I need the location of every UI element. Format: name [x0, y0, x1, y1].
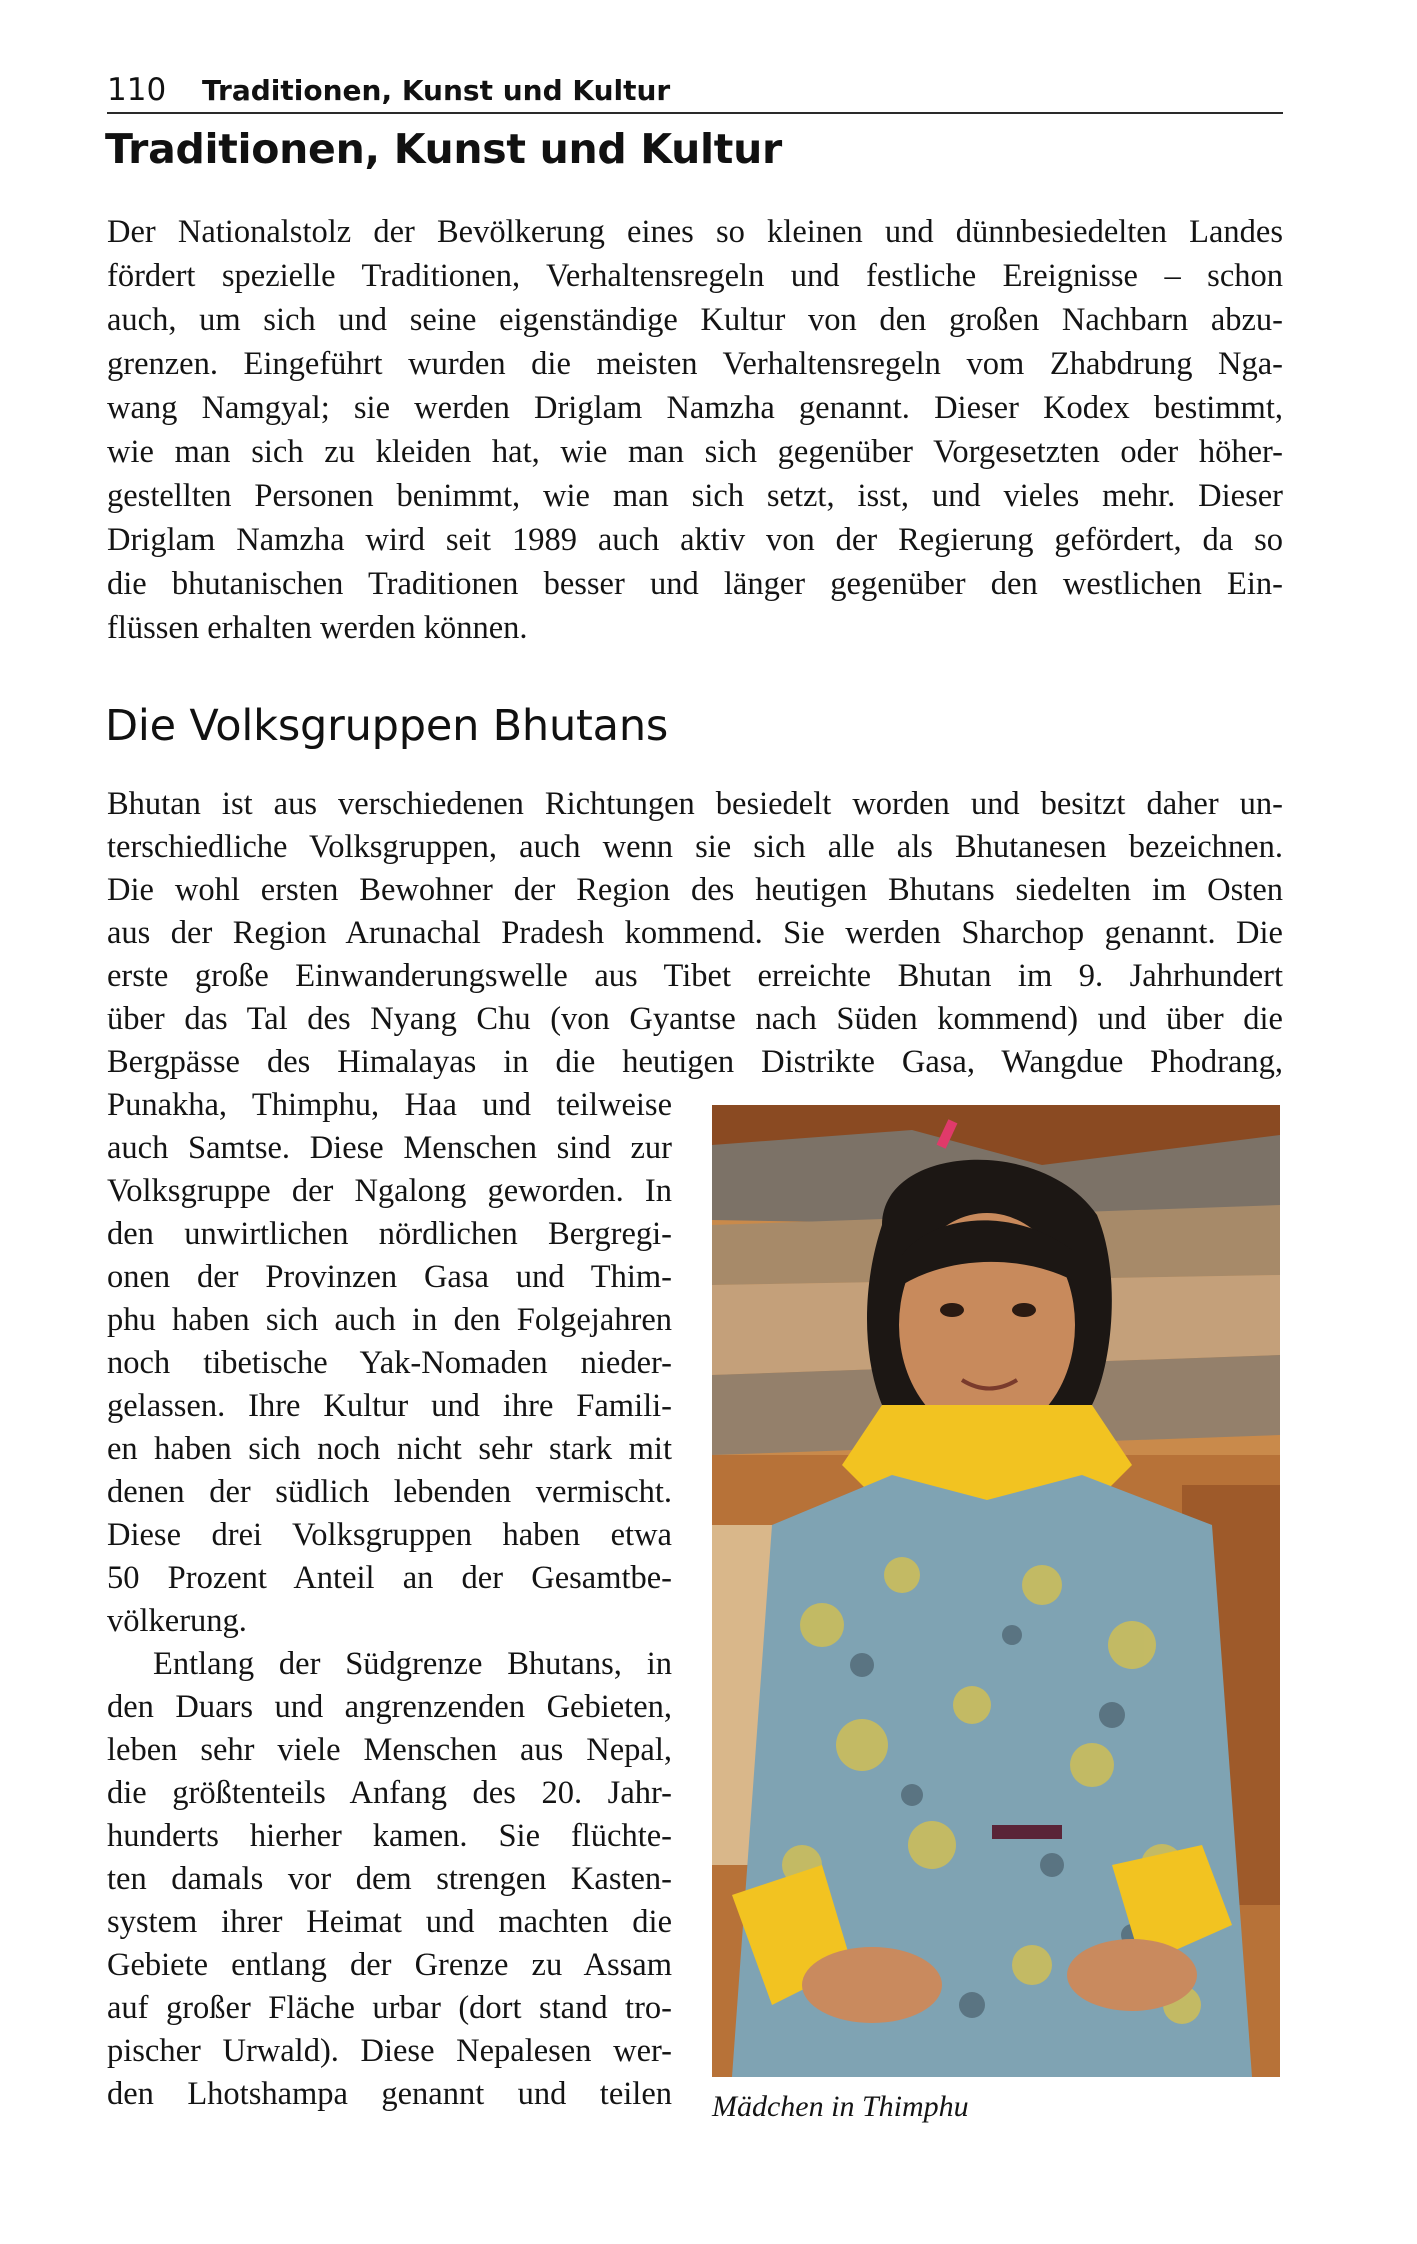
- text-line: die bhutanischen Traditionen besser und länger gegenüber den westlichen Ein-: [107, 566, 1283, 602]
- text-line: den Duars und angrenzenden Gebieten,: [107, 1689, 672, 1725]
- running-title: Traditionen, Kunst und Kultur: [202, 74, 671, 107]
- text-line: auch Samtse. Diese Menschen sind zur: [107, 1130, 672, 1166]
- text-line: Die wohl ersten Bewohner der Region des heutigen Bhutans siedelten im Osten: [107, 872, 1283, 908]
- text-line: denen der südlich lebenden vermischt.: [107, 1474, 672, 1510]
- text-line: Bergpässe des Himalayas in die heutigen Distrikte Gasa, Wangdue Phodrang,: [107, 1044, 1283, 1080]
- text-line: Driglam Namzha wird seit 1989 auch aktiv von der Regierung gefördert, da so: [107, 522, 1283, 558]
- text-line: aus der Region Arunachal Pradesh kommend. Sie werden Sharchop genannt. Die: [107, 915, 1283, 951]
- text-line: ten damals vor dem strengen Kasten-: [107, 1861, 672, 1897]
- text-line: en haben sich noch nicht sehr stark mit: [107, 1431, 672, 1467]
- text-line: Diese drei Volksgruppen haben etwa: [107, 1517, 672, 1553]
- text-line: gelassen. Ihre Kultur und ihre Famili-: [107, 1388, 672, 1424]
- text-line: die größtenteils Anfang des 20. Jahr-: [107, 1775, 672, 1811]
- text-line: Punakha, Thimphu, Haa und teilweise: [107, 1087, 672, 1123]
- text-line: Volksgruppe der Ngalong geworden. In: [107, 1173, 672, 1209]
- text-line: Entlang der Südgrenze Bhutans, in: [153, 1646, 672, 1682]
- text-line: völkerung.: [107, 1603, 247, 1639]
- text-line: flüssen erhalten werden können.: [107, 610, 528, 646]
- text-line: grenzen. Eingeführt wurden die meisten Verhaltensregeln vom Zhabdrung Nga-: [107, 346, 1283, 382]
- text-line: onen der Provinzen Gasa und Thim-: [107, 1259, 672, 1295]
- text-line: fördert spezielle Traditionen, Verhaltensregeln und festliche Ereignisse – schon: [107, 258, 1283, 294]
- text-line: phu haben sich auch in den Folgejahren: [107, 1302, 672, 1338]
- running-header: [107, 68, 1283, 114]
- text-line: Bhutan ist aus verschiedenen Richtungen besiedelt worden und besitzt daher un-: [107, 786, 1283, 822]
- photo-illustration: [712, 1105, 1280, 2077]
- text-line: Gebiete entlang der Grenze zu Assam: [107, 1947, 672, 1983]
- text-line: wie man sich zu kleiden hat, wie man sich gegenüber Vorgesetzten oder höher-: [107, 434, 1283, 470]
- text-line: wang Namgyal; sie werden Driglam Namzha genannt. Dieser Kodex bestimmt,: [107, 390, 1283, 426]
- text-line: 50 Prozent Anteil an der Gesamtbe-: [107, 1560, 672, 1596]
- text-line: über das Tal des Nyang Chu (von Gyantse nach Süden kommend) und über die: [107, 1001, 1283, 1037]
- text-line: leben sehr viele Menschen aus Nepal,: [107, 1732, 672, 1768]
- text-line: auf großer Fläche urbar (dort stand tro-: [107, 1990, 672, 2026]
- text-line: hunderts hierher kamen. Sie flüchte-: [107, 1818, 672, 1854]
- text-line: den Lhotshampa genannt und teilen: [107, 2076, 672, 2112]
- text-line: gestellten Personen benimmt, wie man sich setzt, isst, und vieles mehr. Dieser: [107, 478, 1283, 514]
- chapter-title: Traditionen, Kunst und Kultur: [105, 125, 782, 173]
- text-line: system ihrer Heimat und machten die: [107, 1904, 672, 1940]
- photo-caption: Mädchen in Thimphu: [712, 2090, 969, 2123]
- page-number: 110: [107, 72, 167, 108]
- text-line: terschiedliche Volksgruppen, auch wenn sie sich alle als Bhutanesen bezeichnen.: [107, 829, 1283, 865]
- text-line: den unwirtlichen nördlichen Bergregi-: [107, 1216, 672, 1252]
- section-title: Die Volksgruppen Bhutans: [105, 701, 669, 751]
- text-line: auch, um sich und seine eigenständige Kultur von den großen Nachbarn abzu-: [107, 302, 1283, 338]
- girl-photo: [712, 1105, 1280, 2077]
- text-line: Der Nationalstolz der Bevölkerung eines so kleinen und dünnbesiedelten Landes: [107, 214, 1283, 250]
- text-line: erste große Einwanderungswelle aus Tibet erreichte Bhutan im 9. Jahrhundert: [107, 958, 1283, 994]
- text-line: pischer Urwald). Diese Nepalesen wer-: [107, 2033, 672, 2069]
- text-line: noch tibetische Yak-Nomaden nieder-: [107, 1345, 672, 1381]
